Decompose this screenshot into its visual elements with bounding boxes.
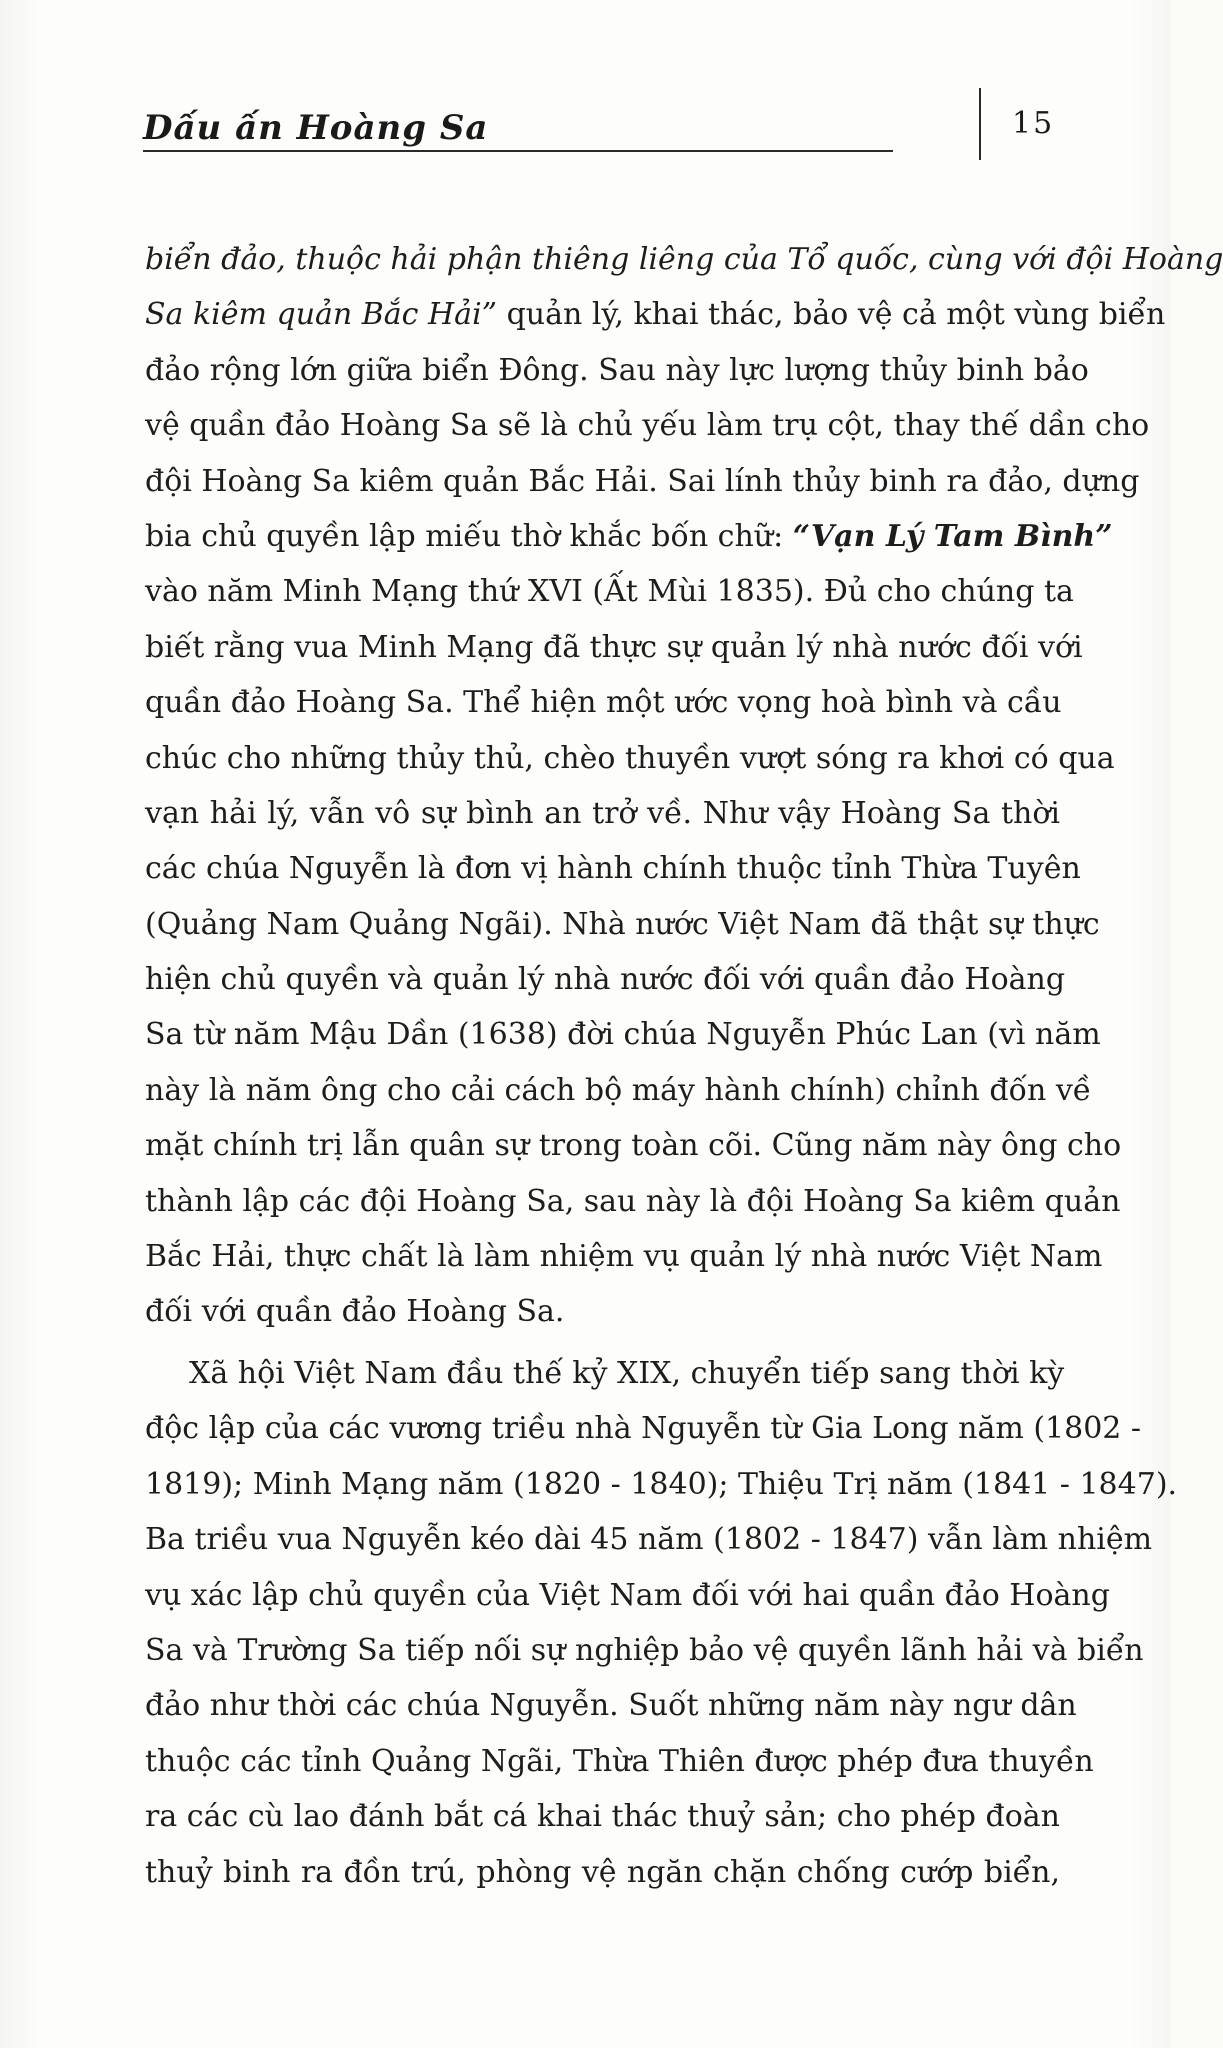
text-line: đảo rộng lớn giữa biển Đông. Sau này lực lượng thủy binh bảo [145,352,1089,388]
text-line: thuỷ binh ra đồn trú, phòng vệ ngăn chặn chống cướp biển, [145,1854,1060,1890]
text-line: này là năm ông cho cải cách bộ máy hành chính) chỉnh đốn về [145,1072,1092,1108]
page-number: 15 [1012,106,1055,141]
text-line: vào năm Minh Mạng thứ XVI (Ất Mùi 1835). Đủ cho chúng ta [145,574,1074,610]
running-header [143,98,893,158]
text-line: Sa và Trường Sa tiếp nối sự nghiệp bảo vệ quyền lãnh hải và biển [145,1632,1144,1668]
text-line: Ba triều vua Nguyễn kéo dài 45 năm (1802 - 1847) vẫn làm nhiệm [145,1522,1153,1558]
text-line: đội Hoàng Sa kiêm quản Bắc Hải. Sai lính thủy binh ra đảo, dựng [145,463,1140,499]
text-line: thuộc các tỉnh Quảng Ngãi, Thừa Thiên được phép đưa thuyền [145,1743,1094,1779]
text-line: quần đảo Hoàng Sa. Thể hiện một ước vọng hoà bình và cầu [145,685,1062,721]
text-line: Xã hội Việt Nam đầu thế kỷ XIX, chuyển tiếp sang thời kỳ [189,1356,1065,1391]
running-title: Dấu ấn Hoàng Sa [143,108,489,148]
text-line: ra các cù lao đánh bắt cá khai thác thuỷ sản; cho phép đoàn [145,1799,1060,1835]
text-line: chúc cho những thủy thủ, chèo thuyền vượt sóng ra khơi có qua [145,740,1115,776]
header-rule [143,150,893,152]
text-line: biển đảo, thuộc hải phận thiêng liêng của Tổ quốc, cùng với đội Hoàng [145,242,1223,277]
text-line: biết rằng vua Minh Mạng đã thực sự quản lý nhà nước đối với [145,629,1083,665]
line-rest: quản lý, khai thác, bảo vệ cả một vùng biển [506,297,1166,333]
text-line: mặt chính trị lẫn quân sự trong toàn cõi. Cũng năm này ông cho [145,1128,1122,1164]
paragraph-1 [145,232,1223,1340]
line-start: bia chủ quyền lập miếu thờ khắc bốn chữ: [145,518,784,554]
italic-phrase: Sa kiêm quản Bắc Hải” [145,297,498,333]
text-line: độc lập của các vương triều nhà Nguyễn từ Gia Long năm (1802 - [145,1411,1142,1447]
text-line: đối với quần đảo Hoàng Sa. [145,1294,565,1330]
text-line: vạn hải lý, vẫn vô sự bình an trở về. Như vậy Hoàng Sa thời [145,795,1060,831]
text-line: đảo như thời các chúa Nguyễn. Suốt những năm này ngư dân [145,1688,1077,1724]
header-divider [979,88,981,160]
text-line: 1819); Minh Mạng năm (1820 - 1840); Thiệu Trị năm (1841 - 1847). [145,1466,1178,1502]
text-line: vụ xác lập chủ quyền của Việt Nam đối với hai quần đảo Hoàng [145,1577,1110,1613]
text-line: các chúa Nguyễn là đơn vị hành chính thuộc tỉnh Thừa Tuyên [145,851,1081,887]
text-line: (Quảng Nam Quảng Ngãi). Nhà nước Việt Nam đã thật sự thực [145,906,1100,942]
text-line: thành lập các đội Hoàng Sa, sau này là đội Hoàng Sa kiêm quản [145,1183,1121,1219]
text-line [145,509,1113,564]
text-line: Sa từ năm Mậu Dần (1638) đời chúa Nguyễn Phúc Lan (vì năm [145,1017,1101,1053]
text-line: Bắc Hải, thực chất là làm nhiệm vụ quản lý nhà nước Việt Nam [145,1239,1103,1275]
paragraph-2 [145,1346,1178,1900]
text-line [145,287,1166,342]
text-line: vệ quần đảo Hoàng Sa sẽ là chủ yếu làm trụ cột, thay thế dần cho [145,408,1150,444]
emphasis-quote: “Vạn Lý Tam Bình” [792,518,1113,554]
text-line: hiện chủ quyền và quản lý nhà nước đối với quần đảo Hoàng [145,962,1066,998]
